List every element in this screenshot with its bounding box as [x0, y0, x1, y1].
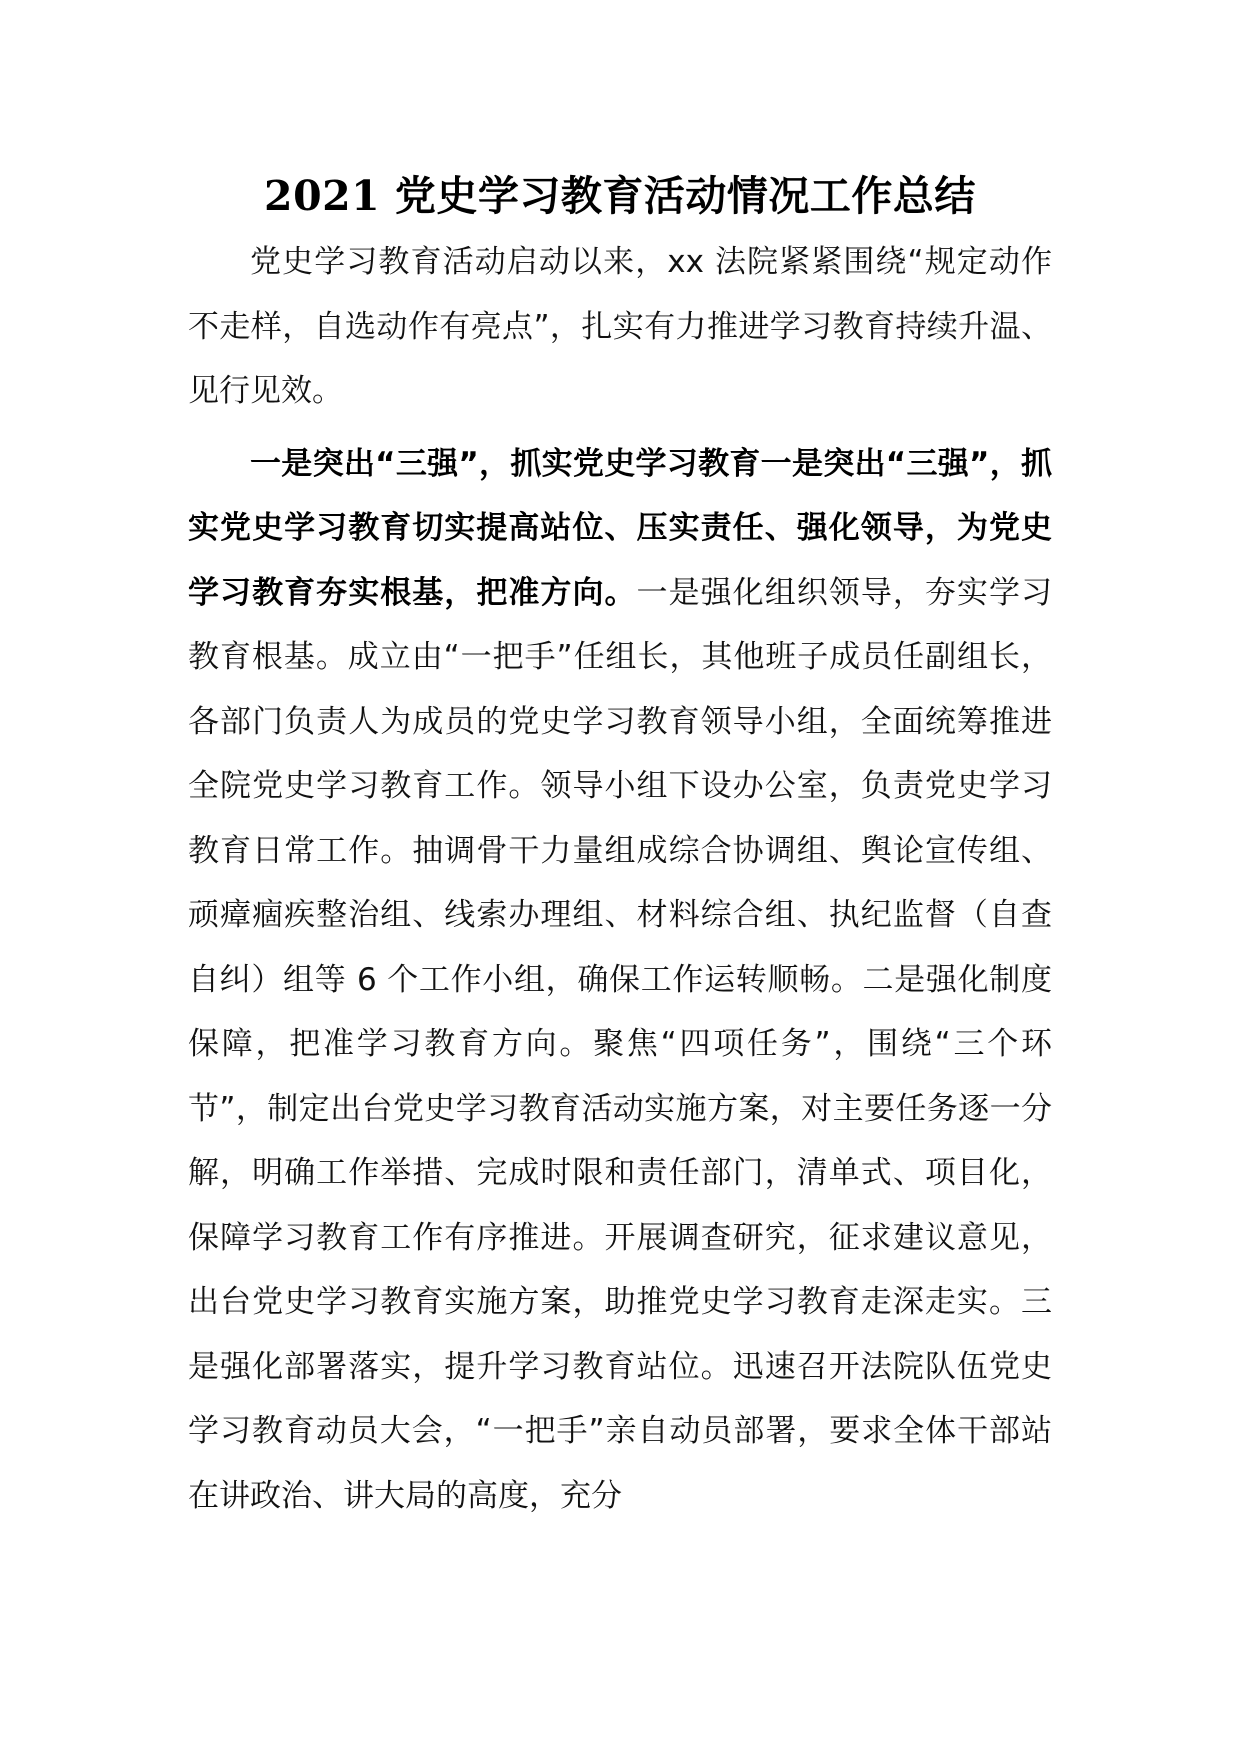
paragraph-section-one	[188, 432, 1052, 1529]
paragraph-text: 党史学习教育活动启动以来，xx 法院紧紧围绕“规定动作不走样，自选动作有亮点”，扎实有力推进学习教育持续升温、见行见效。	[188, 244, 1052, 409]
document-body	[188, 230, 1052, 1528]
paragraph-text: 一是强化组织领导，夯实学习教育根基。成立由“一把手”任组长，其他班子成员任副组长，各部门负责人为成员的党史学习教育领导小组，全面统筹推进全院党史学习教育工作。领导小组下设办公室，负责党史学习教育日常工作。抽调骨干力量组成综合协调组、舆论宣传组、顽瘴痼疾整治组、线索办理组、材料综合组、执纪监督（自查自纠）组等 6 个工作小组，确保工作运转顺畅。二是强化制度保障，把准学习教育方向。聚焦“四项任务”，围绕“三个环节”，制定出台党史学习教育活动实施方案，对主要任务逐一分解，明确工作举措、完成时限和责任部门，清单式、项目化，保障学习教育工作有序推进。开展调查研究，征求建议意见，出台党史学习教育实施方案，助推党史学习教育走深走实。三是强化部署落实，提升学习教育站位。迅速召开法院队伍党史学习教育动员大会，“一把手”亲自动员部署，要求全体干部站在讲政治、讲大局的高度，充分	[188, 574, 1053, 1514]
document-title: 2021 党史学习教育活动情况工作总结	[264, 172, 976, 220]
paragraph-intro	[188, 230, 1052, 424]
paragraph-lead: 一是突出“三强”，抓实党史学习教育一是突出“三强”，抓实党史学习教育切实提高站位、压实责任、强化领导，为党史学习教育夯实根基，把准方向。	[188, 445, 1052, 611]
